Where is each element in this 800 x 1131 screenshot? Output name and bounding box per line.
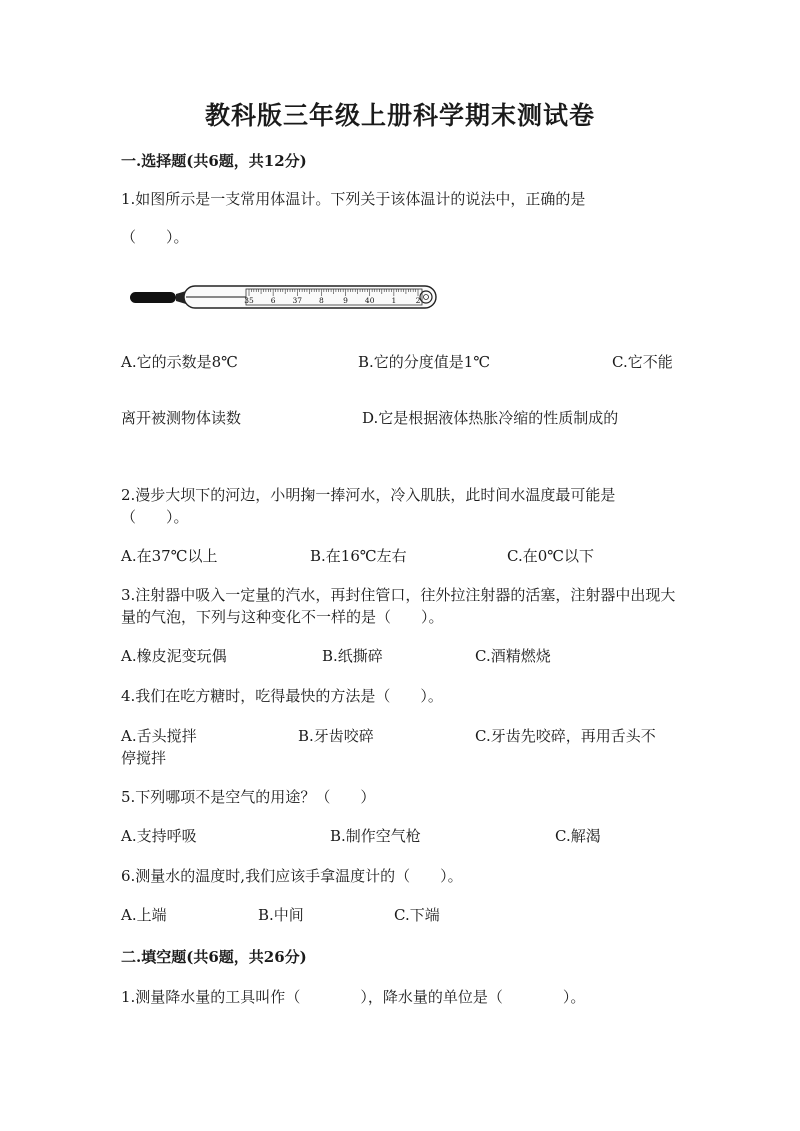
question-2-option-a: A.在37℃以上 (121, 547, 218, 565)
question-3-option-c: C.酒精燃烧 (475, 647, 551, 665)
thermometer-icon (128, 281, 440, 313)
question-3-stem: 3.注射器中吸入一定量的汽水，再封住管口，往外拉注射器的活塞，注射器中出现大量的气泡，下列与这种变化不一样的是（ ）。 (121, 586, 676, 626)
question-2-stem: 2.漫步大坝下的河边，小明掬一捧河水，冷入肌肤，此时间水温度最可能是（ ）。 (121, 486, 616, 526)
question-4-option-c-continued: 停搅拌 (121, 749, 167, 767)
question-4-option-a: A.舌头搅拌 (121, 727, 197, 745)
question-5-option-b: B.制作空气枪 (330, 827, 421, 845)
thermometer-bulb (130, 292, 176, 303)
question-3-option-b: B.纸撕碎 (322, 647, 383, 665)
thermometer-tick-label: 35 (244, 296, 254, 305)
question-5-option-a: A.支持呼吸 (121, 827, 197, 845)
question-2-option-b: B.在16℃左右 (310, 547, 407, 565)
thermometer-tick-label: 2 (415, 296, 421, 305)
question-5-stem: 5.下列哪项不是空气的用途？（ ） (121, 788, 376, 806)
section-heading-fill: 二.填空题(共6题，共26分) (121, 948, 307, 966)
question-2-option-c: C.在0℃以下 (507, 547, 595, 565)
thermometer-tick-label: 9 (343, 296, 348, 305)
question-1-option-a: A.它的示数是8℃ (121, 353, 238, 371)
question-6-option-c: C.下端 (394, 906, 440, 924)
question-6-option-b: B.中间 (258, 906, 304, 924)
thermometer-tick-label: 6 (270, 296, 276, 305)
question-6-stem: 6.测量水的温度时,我们应该手拿温度计的（ ）。 (121, 867, 463, 885)
question-5-option-c: C.解渴 (555, 827, 601, 845)
question-6-option-a: A.上端 (121, 906, 167, 924)
thermometer-tick-label: 40 (364, 296, 375, 305)
question-1-blank: （ ）。 (121, 228, 189, 246)
question-4-stem: 4.我们在吃方糖时，吃得最快的方法是（ ）。 (121, 687, 443, 705)
fill-question-1-stem: 1.测量降水量的工具叫作（ ），降水量的单位是（ ）。 (121, 988, 586, 1006)
question-4-option-b: B.牙齿咬碎 (298, 727, 374, 745)
question-1-option-b: B.它的分度值是1℃ (358, 353, 491, 371)
question-1-option-c-continued: 离开被测物体读数 (121, 409, 242, 427)
page-title: 教科版三年级上册科学期末测试卷 (204, 101, 595, 130)
question-1-stem: 1.如图所示是一支常用体温计。下列关于该体温计的说法中，正确的是 (121, 190, 586, 208)
question-1-option-d: D.它是根据液体热胀冷缩的性质制成的 (362, 409, 619, 427)
question-1-option-c: C.它不能 (612, 353, 673, 371)
thermometer-tick-label: 37 (292, 296, 303, 305)
question-3-option-a: A.橡皮泥变玩偶 (121, 647, 227, 665)
thermometer-tick-label: 1 (391, 296, 397, 305)
thermometer-tick-label: 8 (319, 296, 324, 305)
section-heading-choice: 一.选择题(共6题，共12分) (121, 152, 307, 170)
question-4-option-c: C.牙齿先咬碎，再用舌头不 (475, 727, 656, 745)
